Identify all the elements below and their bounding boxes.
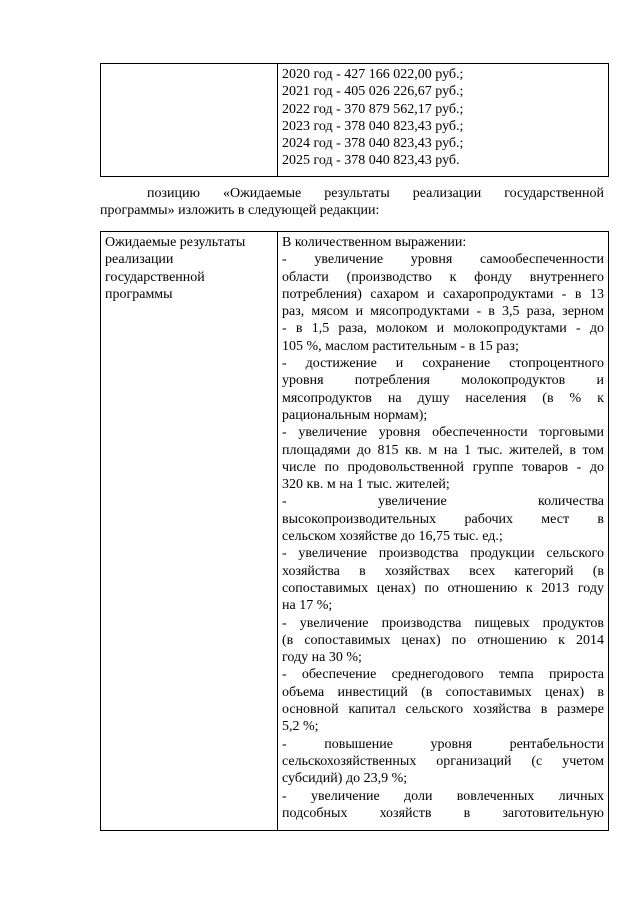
results-content-line: - увеличение доли вовлеченных личных [282, 788, 604, 804]
results-content-line: - достижение и сохранение стопроцентного [282, 356, 604, 372]
results-content-line: 320 кв. м на 1 тыс. жителей; [282, 477, 450, 493]
results-label-line: государственной [105, 269, 205, 285]
results-label-cell [101, 232, 278, 831]
results-content-line: сельском хозяйстве до 16,75 тыс. ед.; [282, 529, 503, 545]
results-content-line: площадями до 815 кв. м на 1 тыс. жителей, в том [282, 442, 604, 458]
results-content-line: на 17 %; [282, 598, 333, 614]
funding-line-2025: 2025 год - 378 040 823,43 руб. [282, 153, 460, 169]
results-content-line: - обеспечение среднегодового темпа прироста [282, 667, 604, 683]
funding-line-2024: 2024 год - 378 040 823,43 руб.; [282, 136, 464, 152]
results-content-line: хозяйства в хозяйствах всех категорий (в [282, 563, 604, 579]
results-content-line: числе по продовольственной группе товаров - до [282, 459, 604, 475]
results-content-line: уровня потребления молокопродуктов и [282, 373, 604, 389]
results-content-line: - в 1,5 раза, молоком и молокопродуктами - до [282, 321, 604, 337]
results-content-cell [278, 232, 609, 831]
results-content-line: высокопроизводительных рабочих мест в [282, 511, 604, 527]
results-content-line: - увеличение уровня обеспеченности торговыми [282, 425, 604, 441]
results-content-line: - увеличение производства пищевых продуктов [282, 615, 604, 631]
results-content-line: рациональным нормам); [282, 407, 428, 423]
results-content-line: основной капитал сельского хозяйства в размере [282, 702, 604, 718]
funding-line-2020: 2020 год - 427 166 022,00 руб.; [282, 67, 464, 82]
results-content-line: сопоставимых ценах) по отношению к 2013 году [282, 580, 604, 596]
funding-table [100, 63, 609, 177]
results-label-line: программы [105, 286, 173, 302]
paragraph-line: позицию «Ожидаемые результаты реализации государственной [147, 186, 604, 201]
results-content-line: (в сопоставимых ценах) по отношению к 2014 [282, 632, 604, 648]
funding-line-2022: 2022 год - 370 879 562,17 руб.; [282, 101, 464, 117]
expected-results-table [100, 231, 609, 831]
results-content-line: 5,2 %; [282, 719, 319, 735]
results-content-line: - увеличение уровня самообеспеченности [282, 252, 604, 268]
results-content-line: области (производство к фонду внутреннего [282, 269, 604, 285]
funding-line-2021: 2021 год - 405 026 226,67 руб.; [282, 84, 464, 100]
funding-values-cell [278, 64, 609, 177]
paragraph-line: программы» изложить в следующей редакции: [100, 203, 380, 218]
table-row [101, 64, 609, 177]
results-content-line: мясопродуктов на душу населения (в % к [282, 390, 604, 406]
results-content-line: 105 %, маслом растительным - в 15 раз; [282, 338, 519, 354]
table-row [101, 232, 609, 831]
results-label-line: реализации [105, 252, 174, 268]
results-label-line: Ожидаемые результаты [105, 235, 246, 250]
amendment-paragraph [100, 185, 604, 219]
results-content-line: - увеличение производства продукции сельского [282, 546, 604, 562]
results-content-line: раз, мясом и мясопродуктами - в 3,5 раза, зерном [282, 304, 604, 320]
results-content-line: году на 30 %; [282, 650, 362, 666]
results-content-line: подсобных хозяйств в заготовительную [282, 805, 604, 821]
results-content-line: - увеличение количества [282, 494, 604, 510]
table-cell-empty [101, 64, 278, 177]
results-content-line: В количественном выражении: [282, 235, 467, 250]
results-content-line: потребления) сахаром и сахаропродуктами - в 13 [282, 286, 604, 302]
results-content-line: объема инвестиций (в сопоставимых ценах) в [282, 684, 604, 700]
results-content-line: - повышение уровня рентабельности [282, 736, 604, 752]
funding-line-2023: 2023 год - 378 040 823,43 руб.; [282, 118, 464, 134]
results-content-line: субсидий) до 23,9 %; [282, 771, 408, 787]
results-content-line: сельскохозяйственных организаций (с учетом [282, 753, 604, 769]
